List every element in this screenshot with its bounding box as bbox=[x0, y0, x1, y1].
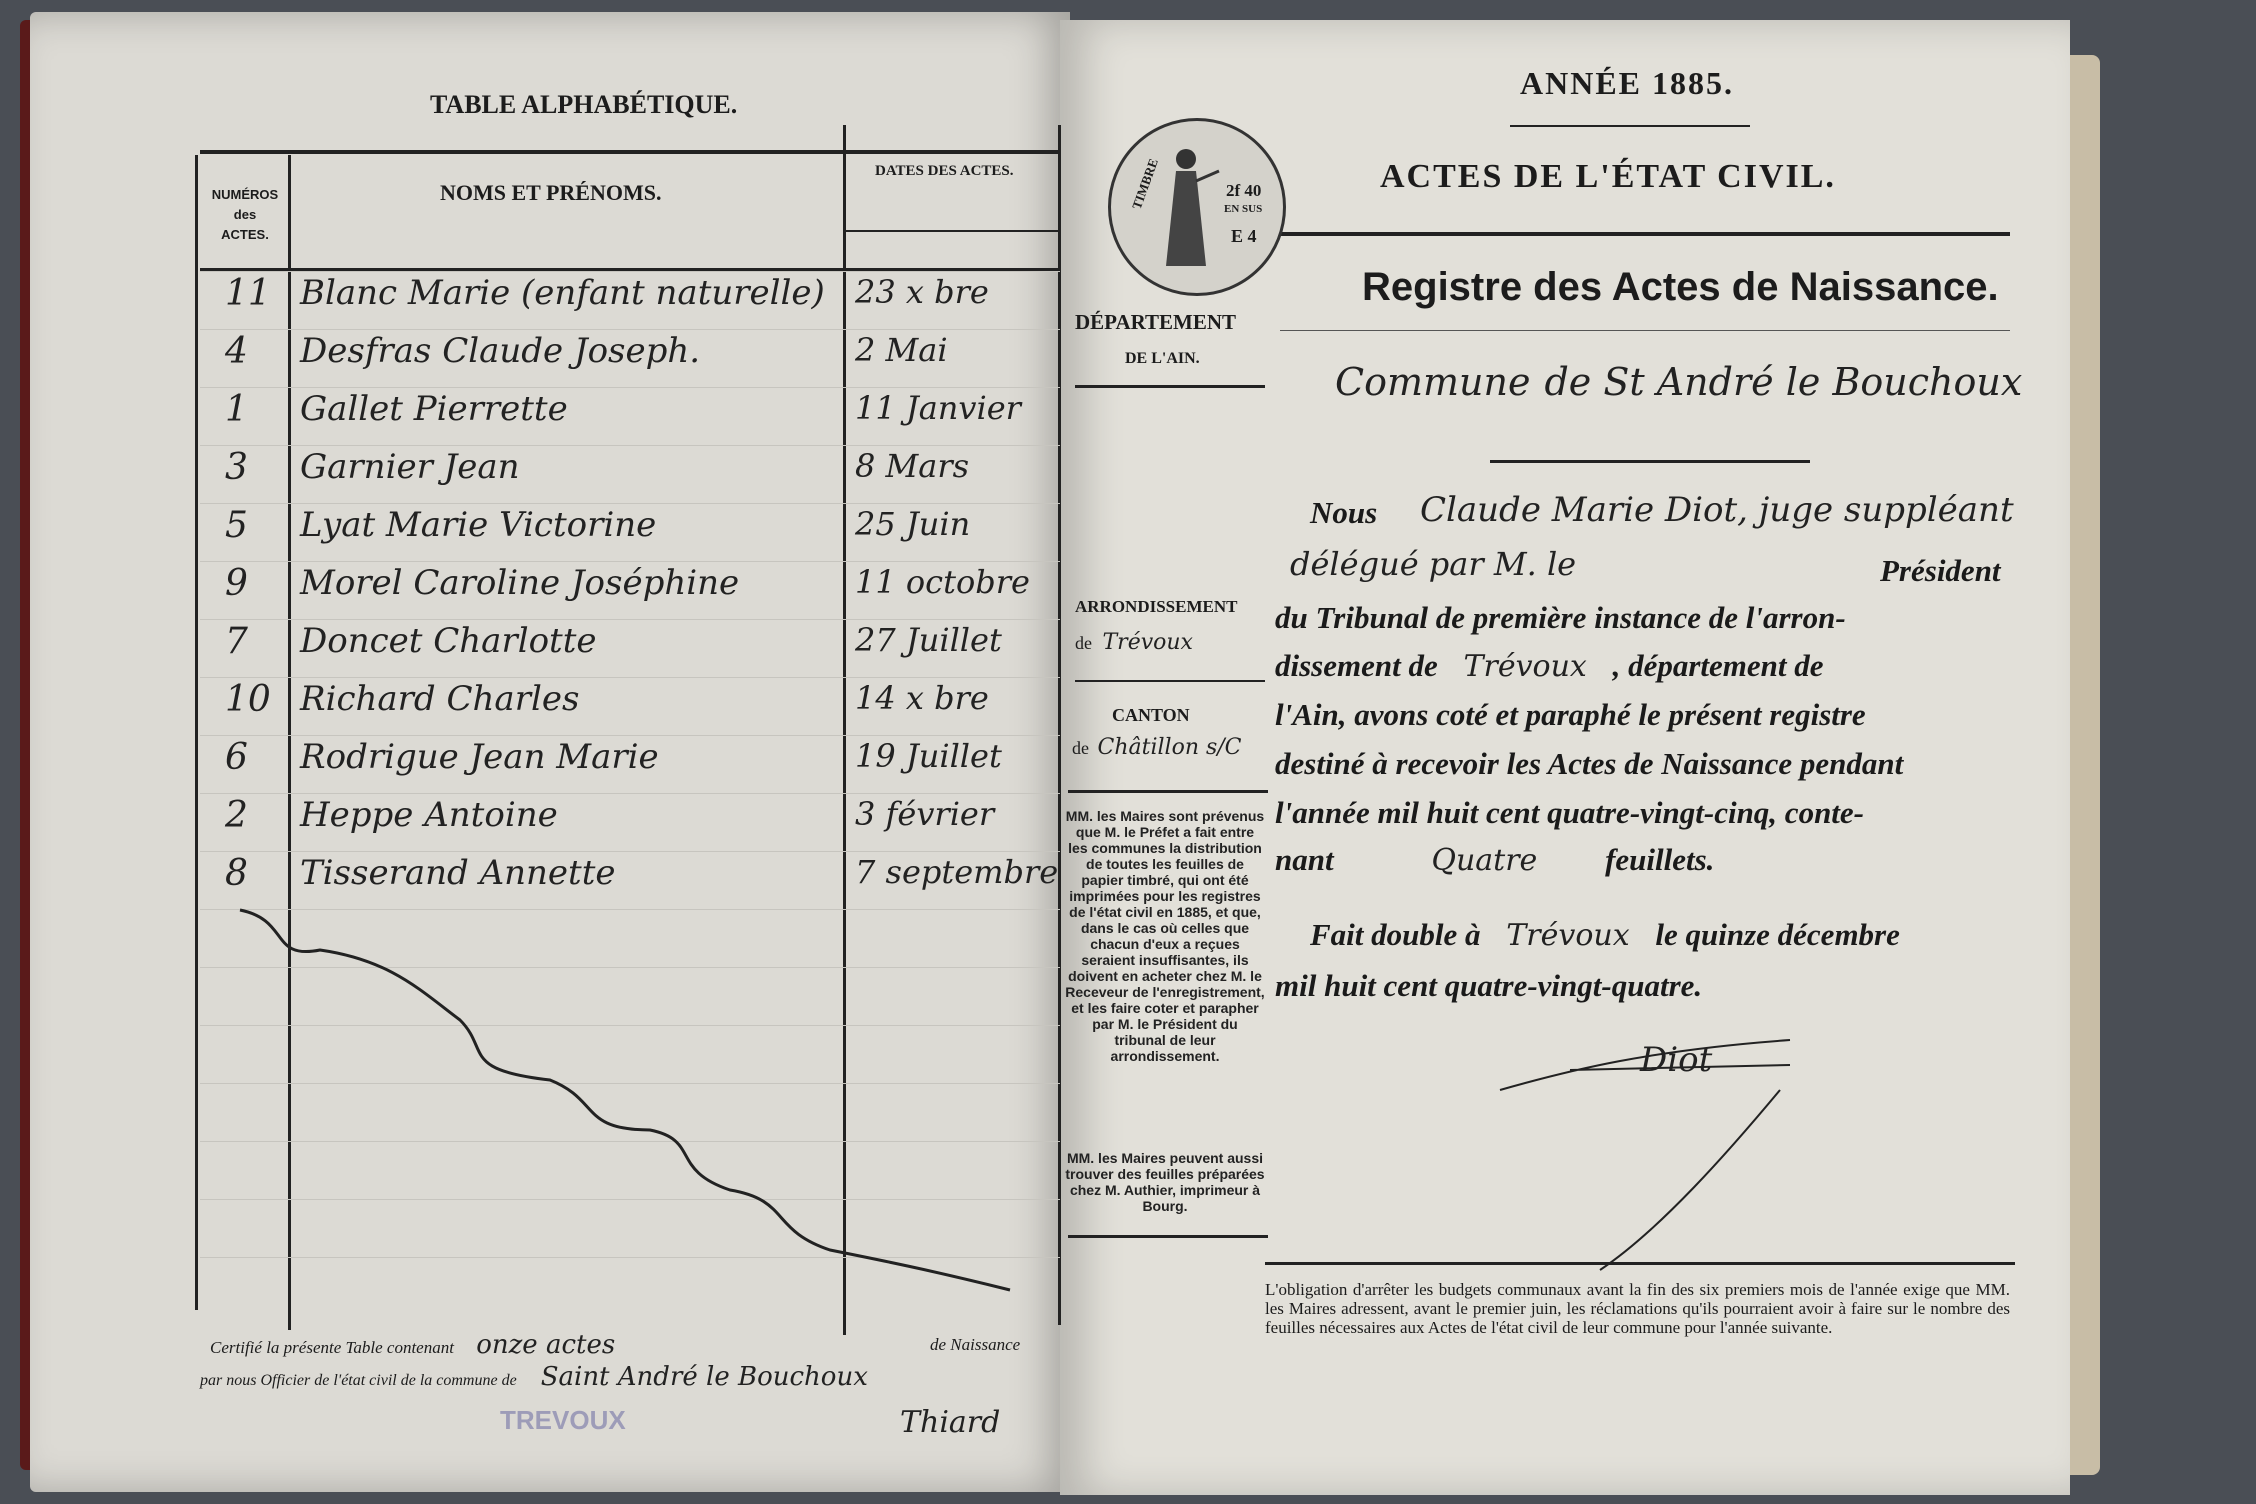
body-judge-handwritten: Claude Marie Diot, juge suppléant bbox=[1420, 490, 2014, 530]
stamp-sub: EN SUS bbox=[1224, 203, 1263, 215]
body-line7-a: Fait double à bbox=[1310, 917, 1481, 952]
stamp-price: 2f 40 bbox=[1226, 181, 1262, 200]
ruled-line bbox=[200, 677, 1060, 678]
body-delegue-handwritten: délégué par M. le bbox=[1290, 545, 1577, 583]
row-date: 14 x bre bbox=[855, 679, 989, 717]
row-date: 11 octobre bbox=[855, 563, 1030, 601]
row-name: Richard Charles bbox=[300, 679, 580, 719]
registre-title: Registre des Actes de Naissance. bbox=[1362, 265, 1999, 309]
row-name: Lyat Marie Victorine bbox=[300, 505, 657, 545]
certification-line1 bbox=[210, 1330, 633, 1360]
ruled-line bbox=[200, 619, 1060, 620]
body-line1: du Tribunal de première instance de l'arron- bbox=[1275, 600, 1846, 635]
body-line6-a: nant bbox=[1275, 842, 1334, 877]
body-line5: l'année mil huit cent quatre-vingt-cinq, conte- bbox=[1275, 795, 1864, 830]
certification-prefix: Certifié la présente Table contenant bbox=[210, 1338, 454, 1357]
arrondissement-line bbox=[1075, 630, 1193, 655]
ruled-line bbox=[200, 851, 1060, 852]
col-header-numeros-line2: des bbox=[233, 207, 257, 222]
ruled-line bbox=[200, 445, 1060, 446]
ruled-line bbox=[200, 503, 1060, 504]
body-line7-b: le quinze décembre bbox=[1655, 917, 1900, 952]
dates-header-rule bbox=[843, 230, 1058, 232]
row-date: 11 Janvier bbox=[855, 389, 1021, 427]
row-name: Gallet Pierrette bbox=[300, 389, 568, 429]
certification-commune-handwritten: Saint André le Bouchoux bbox=[540, 1362, 868, 1392]
arrondissement-rule bbox=[1075, 680, 1265, 682]
body-line2 bbox=[1275, 648, 1824, 684]
row-date: 23 x bre bbox=[855, 273, 989, 311]
officer-signature: Thiard bbox=[900, 1405, 1001, 1440]
certification-commune-prefix: par nous Officier de l'état civil de la commune de bbox=[200, 1372, 517, 1389]
table-left-rule bbox=[195, 155, 198, 1310]
arrondissement-handwritten: Trévoux bbox=[1102, 630, 1193, 655]
row-number: 10 bbox=[225, 679, 271, 720]
row-number: 4 bbox=[225, 331, 248, 372]
arrondissement-label: ARRONDISSEMENT bbox=[1075, 597, 1238, 616]
stamp-mark: E 4 bbox=[1231, 226, 1257, 246]
row-number: 9 bbox=[225, 563, 248, 604]
notice-bottom-rule bbox=[1068, 1235, 1268, 1238]
notice-authier: MM. les Maires peuvent aussi trouver des feuilles préparées chez M. Authier, imprimeur à Bourg. bbox=[1065, 1150, 1265, 1214]
row-date: 8 Mars bbox=[855, 447, 970, 485]
departement-label: DÉPARTEMENT bbox=[1075, 310, 1237, 334]
departement-value: DE L'AIN. bbox=[1125, 350, 1200, 367]
commune-ornament-rule bbox=[1490, 460, 1810, 463]
col-header-noms: NOMS ET PRÉNOMS. bbox=[440, 180, 662, 205]
row-name: Heppe Antoine bbox=[300, 795, 558, 835]
body-line7 bbox=[1310, 917, 1900, 953]
row-name: Rodrigue Jean Marie bbox=[300, 737, 659, 777]
body-line2-b: , département de bbox=[1612, 648, 1824, 683]
ruled-line bbox=[200, 387, 1060, 388]
row-name: Blanc Marie (enfant naturelle) bbox=[300, 273, 825, 313]
row-date: 2 Mai bbox=[855, 331, 948, 369]
commune-handwritten: de St André le Bouchoux bbox=[1544, 360, 2023, 404]
col-header-numeros-line1: NUMÉROS bbox=[211, 187, 279, 202]
closing-flourish bbox=[230, 900, 1060, 1300]
col-header-dates: DATES DES ACTES. bbox=[875, 163, 1014, 179]
body-line2-a: dissement de bbox=[1275, 648, 1438, 683]
judge-signature: Diot bbox=[1640, 1040, 1713, 1080]
col-header-numeros bbox=[205, 185, 285, 245]
row-number: 5 bbox=[225, 505, 248, 546]
commune-line bbox=[1335, 360, 2022, 404]
bottom-note: L'obligation d'arrêter les budgets communaux avant la fin des six premiers mois de l'année exige que MM. les Maires adressent, avant le premier juin, les réclamations qu'ils pourraient avoir à faire sur le nombre des feuilles nécessaires aux Actes de l'état civil de leur commune pour l'année suivante. bbox=[1265, 1280, 2010, 1337]
certification-count-handwritten: onze actes bbox=[476, 1330, 616, 1360]
ruled-line bbox=[200, 735, 1060, 736]
row-date: 3 février bbox=[855, 795, 995, 833]
revenue-stamp bbox=[1108, 118, 1286, 296]
ruled-line bbox=[200, 329, 1060, 330]
body-president: Président bbox=[1880, 553, 2001, 588]
canton-rule bbox=[1068, 790, 1268, 793]
canton-prefix: de bbox=[1072, 738, 1089, 758]
row-name: Garnier Jean bbox=[300, 447, 520, 487]
table-top-rule bbox=[200, 150, 1060, 154]
row-number: 3 bbox=[225, 447, 248, 488]
row-number: 11 bbox=[225, 273, 271, 314]
row-number: 6 bbox=[225, 737, 248, 778]
body-line6-b: feuillets. bbox=[1605, 842, 1715, 877]
row-name: Doncet Charlotte bbox=[300, 621, 597, 661]
table-title: TABLE ALPHABÉTIQUE. bbox=[430, 90, 738, 119]
row-number: 7 bbox=[225, 621, 248, 662]
justice-figure-icon bbox=[1151, 141, 1221, 276]
bottom-note-rule bbox=[1265, 1262, 2015, 1265]
body-line7-handwritten: Trévoux bbox=[1506, 918, 1630, 953]
body-nous: Nous bbox=[1310, 495, 1378, 530]
commune-label: Commune bbox=[1335, 360, 1531, 404]
body-line2-handwritten: Trévoux bbox=[1463, 649, 1587, 684]
body-line3: l'Ain, avons coté et paraphé le présent registre bbox=[1275, 697, 1866, 732]
row-date: 19 Juillet bbox=[855, 737, 1002, 775]
stamp-top-text: TIMBRE bbox=[1128, 156, 1161, 212]
ruled-line bbox=[200, 271, 1060, 272]
departement-rule bbox=[1075, 385, 1265, 388]
year-heading: ANNÉE 1885. bbox=[1520, 65, 1735, 101]
ink-stamp: TREVOUX bbox=[500, 1405, 626, 1435]
acts-heading: ACTES DE L'ÉTAT CIVIL. bbox=[1380, 158, 1836, 195]
row-name: Tisserand Annette bbox=[300, 853, 616, 893]
canton-handwritten: Châtillon s/C bbox=[1097, 735, 1242, 760]
canton-label: CANTON bbox=[1112, 705, 1190, 725]
body-line6-handwritten: Quatre bbox=[1431, 843, 1538, 878]
year-rule bbox=[1510, 125, 1750, 127]
row-name: Desfras Claude Joseph. bbox=[300, 331, 701, 371]
row-date: 7 septembre bbox=[855, 853, 1059, 891]
ruled-line bbox=[200, 793, 1060, 794]
body-line4: destiné à recevoir les Actes de Naissance pendant bbox=[1275, 746, 1904, 781]
registre-rule bbox=[1280, 330, 2010, 331]
col-header-numeros-line3: ACTES. bbox=[221, 227, 269, 242]
arrondissement-prefix: de bbox=[1075, 633, 1092, 653]
row-name: Morel Caroline Joséphine bbox=[300, 563, 740, 603]
row-number: 2 bbox=[225, 795, 248, 836]
row-date: 25 Juin bbox=[855, 505, 971, 543]
certification-line2 bbox=[200, 1362, 868, 1392]
certification-suffix: de Naissance bbox=[930, 1335, 1021, 1354]
row-date: 27 Juillet bbox=[855, 621, 1002, 659]
body-line6 bbox=[1275, 842, 1714, 878]
heading-rule bbox=[1280, 232, 2010, 236]
canton-line bbox=[1072, 735, 1242, 760]
row-number: 8 bbox=[225, 853, 248, 894]
ruled-line bbox=[200, 561, 1060, 562]
row-number: 1 bbox=[225, 389, 248, 430]
body-line8: mil huit cent quatre-vingt-quatre. bbox=[1275, 968, 1703, 1003]
notice-prefet: MM. les Maires sont prévenus que M. le Préfet a fait entre les communes la distribution de toutes les feuilles de papier timbré, qui ont été imprimées pour les registres de l'état civil en 1885, et que, dans le cas où celles que chacun d'eux a reçues seraient insuffisantes, ils doivent en acheter chez M. le Receveur de l'enregistrement, et les faire coter et parapher par M. le Président du tribunal de leur arrondissement. bbox=[1065, 808, 1265, 1064]
